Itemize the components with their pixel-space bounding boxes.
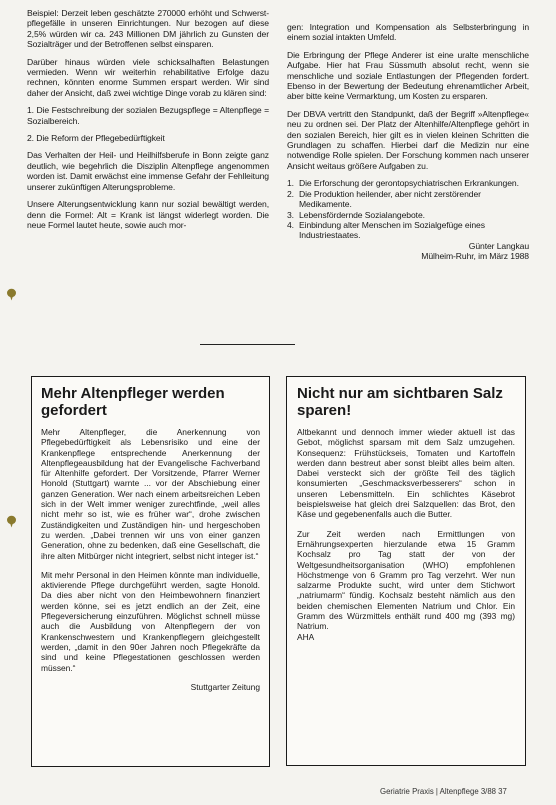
list-item [287,220,529,241]
margin-mark-icon [6,288,17,301]
article-source: Stuttgarter Zeitung [190,681,260,692]
paragraph: Beispiel: Derzeit leben geschätzte 270000 erhöht und Schwerst-pflegefälle in unseren Einrichtungen. Nur bezogen auf diese 2,5% würden wir ca. 243 Millionen DM jährlich zu Gunsten der Sozialträger und der Betroffenen selbst einsparen. [27,8,269,50]
left-column [27,8,269,237]
paragraph: gen: Integration und Kompensation als Selbsterbringung in einem sozial intakten Umfeld. [287,22,529,43]
article-box-salz [286,376,526,766]
list-text: Einbindung alter Menschen im Sozialgefüge eines Industriestaates. [299,219,485,241]
paragraph: Mehr Altenpfleger, die Anerkennung von Pflegebedürftigkeit als Lebensrisiko und eine der Krankenpflege entsprechende Anerkennung der Altenpflegeausbildung hat der Evangelische Fachverband für Altenhilfe gefordert. Der Vorsitzende, Pfarrer Werner Honold (Stuttgart) warnte ... vor der Abschiebung einer ganzen Generation. Wer nach einem arbeitsreichen Leben sich in der Welt immer weniger zurechtfinde, „weil alles nicht mehr so ist, wie es früher war“, drohe zwischen Zuständigkeiten und Zuständigen hin- und hergeschoben zu werden. „Dabei trennen wir uns von einer ganzen Generation, ohne zu bedenken, daß eine Gesellschaft, die ihre alten Mitbürger nicht integriert, selbst nicht integer ist.“ [41,427,260,561]
list-number: 2. [287,188,294,199]
margin-mark-icon [6,515,17,528]
list-text: Die Erforschung der gerontopsychiatrischen Erkrankungen. [299,178,519,189]
paragraph: Das Verhalten der Heil- und Heilhilfsberufe in Bonn zeigte ganz deutlich, wie begehrlich die Disziplin Altenpflege angenommen worden ist. Damit erwächst eine immense Gefahr der Fehlleitung unserer zukünftigen Alterungsprobleme. [27,150,269,192]
paragraph: Die Erbringung der Pflege Anderer ist eine uralte menschliche Aufgabe. Hier hat Frau Süssmuth absolut recht, wenn sie menschliche und soziale Entlastungen der Pflegenden fordert. Ebenso in der Bewertung der Bedeutung ehrenamtlicher Arbeit, aber bitte keine Vermarktung, um Kosten zu ersparen. [287,49,529,102]
signature-place: Mülheim-Ruhr, im März 1988 [421,251,529,262]
article-source: AHA [297,631,315,642]
list-number: 3. [287,209,294,220]
list-number: 1. [287,178,294,189]
list-item: 2. Die Reform der Pflegebedürftigkeit [27,133,165,144]
list-text: Die Produktion heilender, aber nicht zerstörender Medikamente. [299,188,481,210]
article-title: Mehr Altenpfleger werden gefordert [41,385,225,419]
numbered-list [287,178,529,240]
list-text: Lebensfördernde Sozialangebote. [299,209,425,220]
signature-name: Günter Langkau [468,240,529,251]
paragraph: Unsere Alterungsentwicklung kann nur sozial bewältigt werden, denn die Formel: Alt = Krank ist längst widerlegt worden. Die neue Formel lautet heute, sowie auch mor- [27,199,269,230]
paragraph: Mit mehr Personal in den Heimen könnte man individuelle, aktivierende Pflege durchgeführt werden, sagte Honold. Da dies aber nicht von den Heimbewohnern finanziert werden könne, sei es jetzt endlich an der Zeit, eine Pflegeversicherung einzuführen. Möglichst schnell müsse auch die Ausbildung von Altenpflegern der von Krankenschwestern und Krankenpflegern gleichgestellt werden, „damit in den 90er Jahren noch Pflegekräfte da sind und keine Pflegestationen geschlossen werden müssen.“ [41,569,260,673]
paragraph: Der DBVA vertritt den Standpunkt, daß der Begriff »Altenpflege« neu zu ordnen sei. Der Platz der Altenhilfe/Altenpflege gehört in den sozialen Bereich, hier gilt es in vielen kleinen Schritten die Grundlagen zu schaffen. Hierbei darf die Medizin nur eine notwendige Rolle spielen. Der Forschung kommen nach unserer Ansicht weitaus größere Aufgaben zu. [287,108,529,171]
divider [200,344,295,345]
right-column [287,22,529,262]
list-number: 4. [287,219,294,230]
list-item [287,178,529,188]
list-item: 1. Die Festschreibung der sozialen Bezugspflege = Altenpflege = Sozialbereich. [27,105,269,126]
list-item [287,210,529,220]
article-box-altenpfleger [31,376,270,767]
article-title: Nicht nur am sichtbaren Salz sparen! [297,385,503,419]
paragraph: Zur Zeit werden nach Ermittlungen von Ernährungsexperten hierzulande etwa 15 Gramm Kochsalz pro Tag statt der von der Weltgesundheitsorganisation (WHO) empfohlenen Höchstmenge von 6 Gramm pro Tag verzehrt. Wer nun salzarme Produkte sucht, wird unter dem Stichwort „natriumarm“ fündig. Kochsalz besteht nämlich aus den beiden chemischen Elementen Natrium und Chlor. Ein Gramm des Würzmittels enthält rund 400 mg (393 mg) Natrium. [297,528,515,632]
page-footer: Geriatrie Praxis | Altenpflege 3/88 37 [380,787,507,796]
list-item [287,189,529,210]
paragraph: Altbekannt und dennoch immer wieder aktuell ist das Gebot, möglichst sparsam mit dem Salz umzugehen. Konsequenz: Frühstückseis, Tomaten und Kartoffeln werden dann bestreut aber sonst bleibt alles beim alten. Dabei versteckt sich der größte Teil des täglich konsumierten „Geschmacksverbesserers“ schon in unseren Lebensmitteln. Ein schlichtes Käsebrot beispielsweise hat gleich drei Salzquellen: das Brot, den Käse und gegebenenfalls auch die Butter. [297,427,515,520]
paragraph: Darüber hinaus würden viele schicksalhaften Belastungen vermieden. Wenn wir weiterhin rehabilitative Erfolge dazu rechnen, könnten enorme Summen erspart werden. Wir sind daher der Ansicht, daß zwei wichtige Dinge vorab zu klären sind: [27,56,269,98]
